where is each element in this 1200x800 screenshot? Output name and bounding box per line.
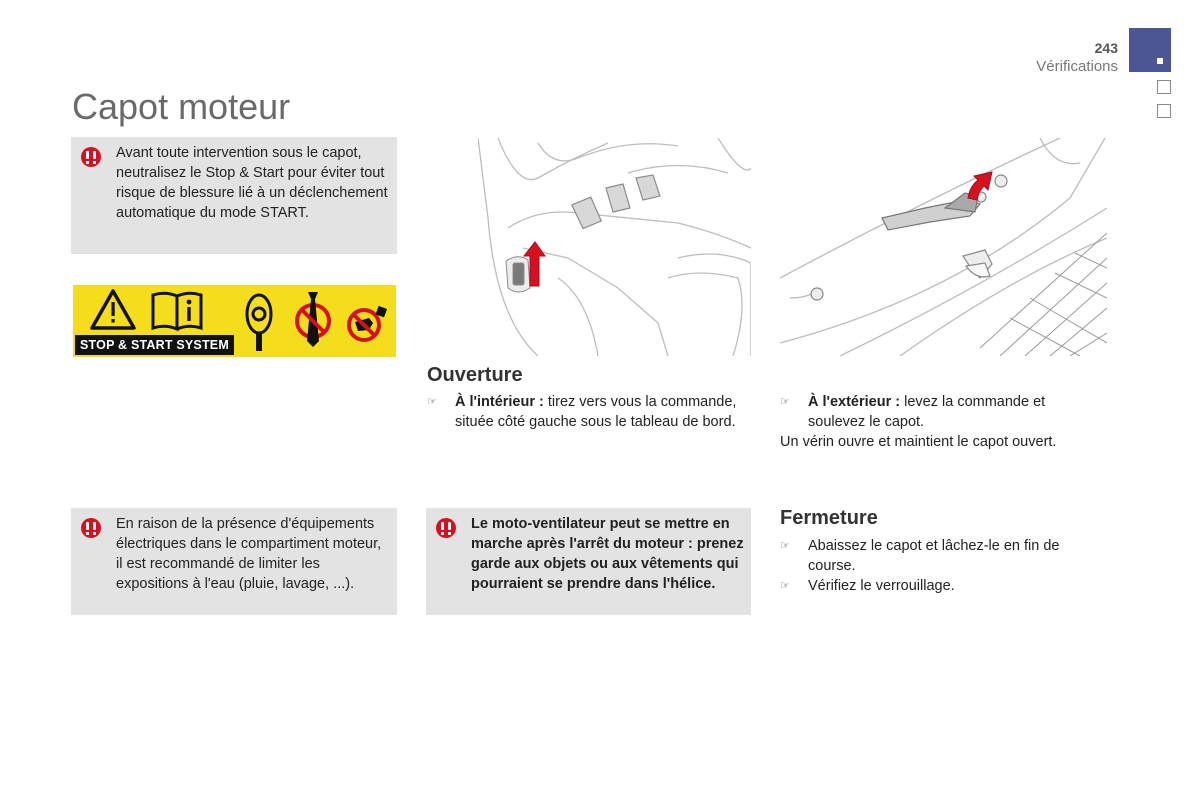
warning-icon [81,147,101,167]
warning-icon [81,518,101,538]
tab-dot-icon [1157,58,1163,64]
warning-icon [436,518,456,538]
interior-label: À l'intérieur : [455,394,544,410]
exterior-label: À l'extérieur : [808,394,901,410]
section-tab-active[interactable] [1129,28,1171,72]
section-tab[interactable] [1157,104,1171,118]
no-hand-icon [349,306,387,340]
opening-exterior-item [780,392,1100,432]
page-number: 243 [1094,40,1118,56]
section-name: Vérifications [1036,58,1118,75]
bullet-hand-icon: ☞ [427,396,437,408]
warning-text: Le moto-ventilateur peut se mettre en marche après l'arrêt du moteur : prenez garde aux objets ou aux vêtements qui pourraient se prendre dans l'hélice. [471,516,744,592]
bullet-hand-icon: ☞ [780,396,790,408]
closing-item-text: Abaissez le capot et lâchez-le en fin de course. [808,538,1060,574]
warning-box-fan [426,508,751,615]
exterior-release-illustration [780,138,1107,356]
page-title: Capot moteur [72,86,291,127]
fan-belt-icon [247,295,271,351]
stop-start-label: STOP & START SYSTEM [75,335,234,355]
interior-text: tirez vers vous la commande, située côté gauche sous le tableau de bord. [455,394,737,430]
opening-interior-item [427,392,747,432]
stop-start-pictogram [73,285,396,357]
warning-text: Avant toute intervention sous le capot, neutralisez le Stop & Start pour éviter tout risque de blessure lié à un déclenchement automatique du mode START. [116,145,388,221]
manual-book-icon [153,293,201,329]
section-tab[interactable] [1157,80,1171,94]
interior-release-illustration [478,138,751,356]
opening-note: Un vérin ouvre et maintient le capot ouvert. [780,434,1057,450]
closing-item [780,576,1100,596]
exterior-text: levez la commande et soulevez le capot. [808,394,1046,430]
bullet-hand-icon: ☞ [780,580,790,592]
warning-box-stop-start [71,137,397,254]
closing-heading: Fermeture [780,507,878,529]
warning-box-water [71,508,397,615]
closing-item-text: Vérifiez le verrouillage. [808,578,955,594]
bullet-hand-icon: ☞ [780,540,790,552]
warning-text: En raison de la présence d'équipements électriques dans le compartiment moteur, il est recommandé de limiter les expositions à l'eau (pluie, lavage, ...). [116,516,382,592]
closing-item [780,536,1100,576]
opening-heading: Ouverture [427,364,523,386]
no-tie-icon [297,292,329,347]
warning-triangle-icon [92,291,134,328]
